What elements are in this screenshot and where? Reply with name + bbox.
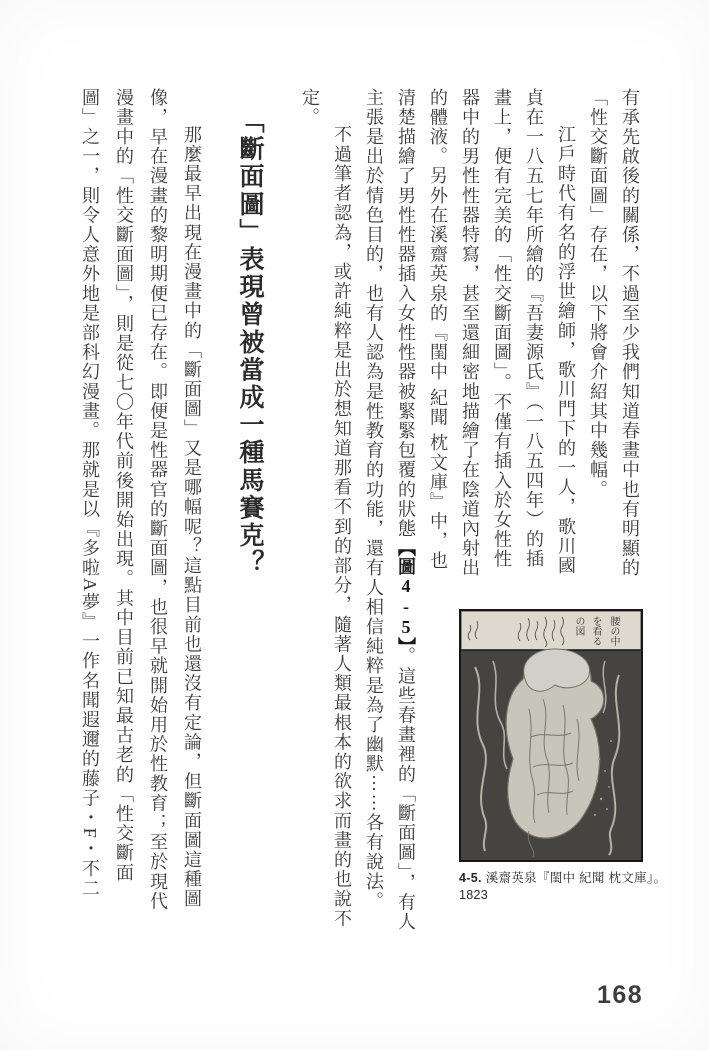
figure-caption-label: 4-5.	[459, 871, 482, 885]
text-column-8	[391, 88, 421, 932]
ukiyoe-plate-image	[459, 609, 643, 862]
figure-reference: 【圖4-5】	[396, 538, 416, 647]
text-column-3: 江戶時代有名的浮世繪師，歌川門下的一人，歌川國	[556, 125, 576, 576]
text-column-1: 有承先啟後的關係，不過至少我們知道春畫中也有明顯的	[620, 88, 640, 578]
plate-title-col-3: の図	[573, 616, 584, 636]
plate-title-col-1: 腰の中	[608, 616, 619, 646]
column-text: 。這些春畫裡的「斷面圖」，有人	[396, 646, 416, 932]
text-column-s2-1: 那麼最早出現在漫畫中的「斷面圖」又是哪幅呢？這點目前也還沒有定論，但斷面圖這種圖	[182, 125, 202, 909]
text-column-s2-3: 漫畫中的「性交斷面圖」，則是從七〇年代前後開始出現。其中目前已知最古老的「性交斷面	[114, 88, 134, 883]
text-column-10: 不過筆者認為，或許純粹是出於想知道那看不到的部分，隨著人類最根本的欲求而畫的也說不	[332, 125, 352, 929]
text-column-s2-4: 圖」之一，則令人意外地是部科幻漫畫。那就是以『多啦A夢』一作名聞遐邇的藤子・F・不二	[80, 88, 100, 899]
text-column-9: 主張是出於情色目的，也有人認為是性教育的功能，還有人相信純粹是為了幽默⋯⋯各有說法。	[364, 88, 384, 912]
text-column-4: 貞在一八五七年所繪的『吾妻源氏』（一八五四年）的插	[524, 88, 544, 569]
column-text: 清楚描繪了男性性器插入女性性器被緊緊包覆的狀態	[396, 88, 416, 539]
figure-4-5	[459, 609, 709, 904]
text-column-7: 的體液。另外在溪齋英泉的『閨中 紀聞 枕文庫』中，也	[428, 88, 448, 571]
page-number: 168	[597, 981, 644, 1009]
figure-caption-year: 1823	[459, 888, 489, 902]
text-column-s2-2: 像，早在漫畫的黎明期便已存在。即便是性器官的斷面圖，也很早就開始用於性教育；至於現代	[148, 88, 168, 912]
text-column-11: 定。	[300, 88, 320, 128]
figure-hood-detail	[524, 649, 590, 691]
plate-title-col-2: を看る	[590, 616, 601, 646]
figure-caption-title: 溪齋英泉『閨中 紀聞 枕文庫』。	[485, 871, 667, 885]
text-column-6: 器中的男性性器特寫，甚至還細密地描繪了在陰道內射出	[460, 88, 480, 578]
figure-caption	[459, 870, 709, 904]
section-heading: 「斷面圖」表現曾被當成一種馬賽克？	[236, 108, 263, 578]
text-column-2: 「性交斷面圖」存在，以下將會介紹其中幾幅。	[588, 88, 608, 500]
text-column-5: 畫上，便有完美的「性交斷面圖」。不僅有插入於女性性	[492, 88, 512, 569]
